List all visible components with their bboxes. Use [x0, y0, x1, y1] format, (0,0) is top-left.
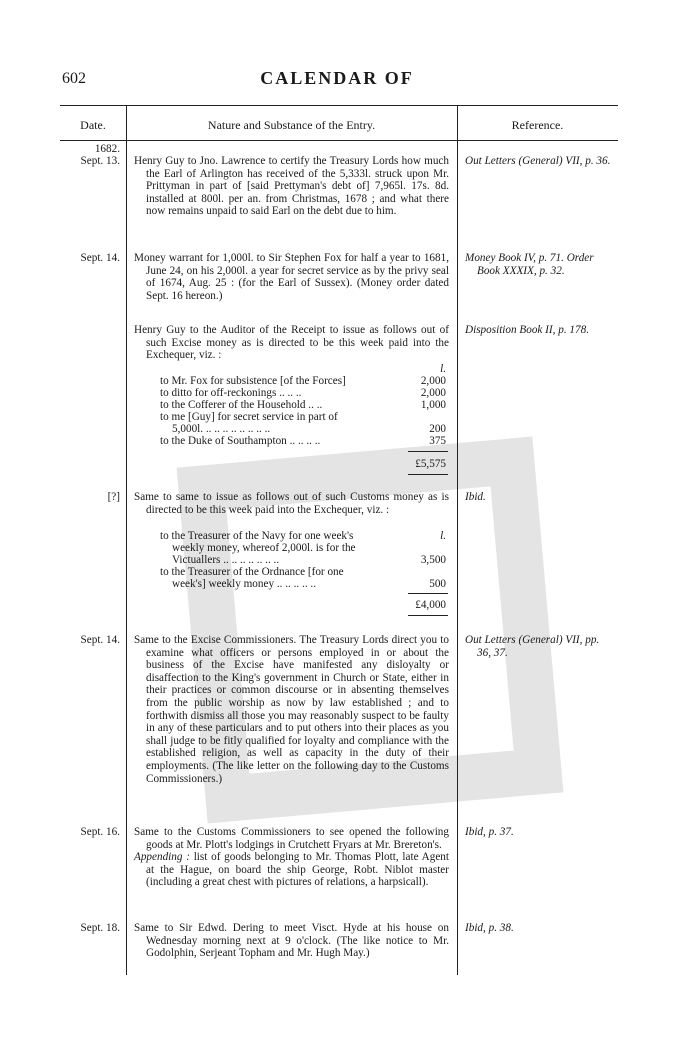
- entry-date: Sept. 14.: [80, 252, 120, 264]
- entry-date: Sept. 18.: [80, 922, 120, 934]
- appending-label: Appending :: [134, 851, 190, 864]
- entry-reference: Out Letters (General) VII, p. 36.: [465, 155, 611, 167]
- entry-reference: Out Letters (General) VII, pp. 36, 37.: [465, 634, 600, 659]
- table-top-rule: [60, 105, 618, 106]
- entry-reference: Money Book IV, p. 71. Order Book XXXIX, p. 32.: [465, 252, 594, 277]
- sum-rule: [408, 615, 448, 616]
- entry-date: Sept. 14.: [80, 634, 120, 646]
- entry-date: [?]: [107, 491, 120, 503]
- entry-text: Henry Guy to Jno. Lawrence to certify the Treasury Lords how much the Earl of Arlington has received of the 5,333l. struck upon Mr. Prittyman in part of [said Prettyman's debt of] 7,965l. 17s. 8d. installed at 800l. per an. from Christmas, 1678 ; and what there now remains unpaid to said Earl on the debt due to him.: [134, 155, 449, 218]
- entry-reference: Ibid.: [465, 491, 486, 503]
- entry-date: Sept. 13.: [80, 155, 120, 167]
- entry-text: Same to the Customs Commissioners to see opened the following goods at Mr. Plott's lodgings in Crutchett Fryars at Mr. Brereton's. Appending : list of goods belonging to Mr. Thomas Plott, late Agent at the Hague, on board the ship George, Robt. Niblot master (including a great chest with pictures of relations, a harpsicall).: [134, 826, 449, 889]
- column-divider-date: [126, 105, 127, 975]
- column-header-nature: Nature and Substance of the Entry.: [207, 118, 376, 132]
- year-label: 1682.: [94, 143, 120, 155]
- column-divider-reference: [457, 105, 458, 975]
- running-title: CALENDAR OF: [260, 68, 414, 88]
- column-header-date: Date.: [80, 118, 106, 132]
- total-value: £4,000: [415, 599, 446, 611]
- entry-date: Sept. 16.: [80, 826, 120, 838]
- document-page: 602 CALENDAR OF Date. Nature and Substance of the Entry. Reference. 1682. Sept. 13. Henry Guy to Jno. Lawrence to certify the Treasury Lords how much the Earl of Arlington has received of the 5,333l. struck upon Mr. Prittyman in part of [said Prettyman's debt of] 7,965l. 17s. 8d. installed at 800l. per an. from Christmas, 1678 ; and what there now remains unpaid to said Earl on the debt due to him. Out Letters (General) VII, p. 36. Sept. 14. Money warrant for 1,000l. to Sir Stephen Fox for half a year to 1681, June 24, on his 2,000l. a year for secret service as by the privy seal of 1674, Aug. 25 : (for the Earl of Sussex). (Money order dated Sept. 16 hereon.) Money Book IV, p. 71. Order Book XXXIX, p. 32. Henry Guy to the Auditor of the Receipt to issue as follows out of such Excise money as is directed to be this week paid into the Exchequer, viz. : Disposition Book II, p. 178. l. to Mr. Fox for subsistence [of the Forces] 2,000 to ditto for off-reckonings .. .. .. 2,000 to the Cofferer of the Household .. .. 1,000 to me [Guy] for secret service in part of 5,000l. .. .. .. .. .. .. .. .. 200 to the Duke of Southampton .. .. .. .. 375 £5,575 [?] Same to same to issue as follows out of such Customs money as is directed to be this week paid into the Exchequer, viz. : Ibid. to the Treasurer of the Navy for one week's l. weekly money, whereof 2,000l. is for the Victuallers .. .. .. .. .. .. .. 3,500 to the Treasurer of the Ordnance [for one week's] weekly money .. .. .. .. .. 500 £4,000 Sept. 14. Same to the Excise Commissioners. The Treasury Lords direct you to examine what officers or persons employed in or about the business of the Excise have manifested any disloyalty or disaffection to the King's government in Church or State, either in their practices or common discourse or in absenting themselves from the public worship as now by law established ; and to forthwith dismiss all those you may reasonably suspect to be faulty in any of these particulars and to put others into their places as you shall judge to be fitly qualified for loyalty and compliance with the established religion, as well as capacity in the duty of their employments. (The like letter on the following day to the Customs Commissioners.) Out Letters (General) VII, pp. 36, 37. Sept. 16. Same to the Customs Commissioners to see opened the following goods at Mr. Plott's lodgings in Crutchett Fryars at Mr. Brereton's. Appending : list of goods belonging to Mr. Thomas Plott, late Agent at the Hague, on board the ship George, Robt. Niblot master (including a great chest with pictures of relations, a harpsicall). Ibid, p. 37. Sept. 18. Same to Sir Edwd. Dering to meet Visct. Hyde at his house on Wednesday morning next at 9 o'clock. (The like notice to Mr. Godolphin, Serjeant Topham and Mr. Hugh May.) Ibid, p. 38.: [0, 0, 674, 1038]
- header-bottom-rule: [60, 140, 618, 141]
- entry-text: Money warrant for 1,000l. to Sir Stephen Fox for half a year to 1681, June 24, on his 2,000l. a year for secret service as by the privy seal of 1674, Aug. 25 : (for the Earl of Sussex). (Money order dated Sept. 16 hereon.): [134, 252, 449, 302]
- sum-rule: [408, 451, 448, 452]
- entry-reference: Disposition Book II, p. 178.: [465, 324, 589, 336]
- column-header-reference: Reference.: [511, 118, 564, 132]
- entry-text: Same to the Excise Commissioners. The Treasury Lords direct you to examine what officers or persons employed in or about the business of the Excise have manifested any disloyalty or disaffection to the King's government in Church or State, either in their practices or common discourse or in absenting themselves from the public worship as now by law established ; and to forthwith dismiss all those you may reasonably suspect to be faulty in any of these particulars and to put others into their places as you shall judge to be fitly qualified for loyalty and compliance with the established religion, as well as capacity in the duty of their employments. (The like letter on the following day to the Customs Commissioners.): [134, 634, 449, 785]
- entry-reference: Ibid, p. 38.: [465, 922, 514, 934]
- entry-text: Henry Guy to the Auditor of the Receipt to issue as follows out of such Excise money as is directed to be this week paid into the Exchequer, viz. :: [134, 324, 449, 362]
- entry-text: Same to same to issue as follows out of such Customs money as is directed to be this week paid into the Exchequer, viz. :: [134, 491, 449, 516]
- sum-rule: [408, 474, 448, 475]
- sum-rule: [408, 593, 448, 594]
- page-number: 602: [62, 70, 86, 87]
- total-value: £5,575: [415, 458, 446, 470]
- entry-reference: Ibid, p. 37.: [465, 826, 514, 838]
- entry-text: Same to Sir Edwd. Dering to meet Visct. Hyde at his house on Wednesday morning next at 9 o'clock. (The like notice to Mr. Godolphin, Serjeant Topham and Mr. Hugh May.): [134, 922, 449, 960]
